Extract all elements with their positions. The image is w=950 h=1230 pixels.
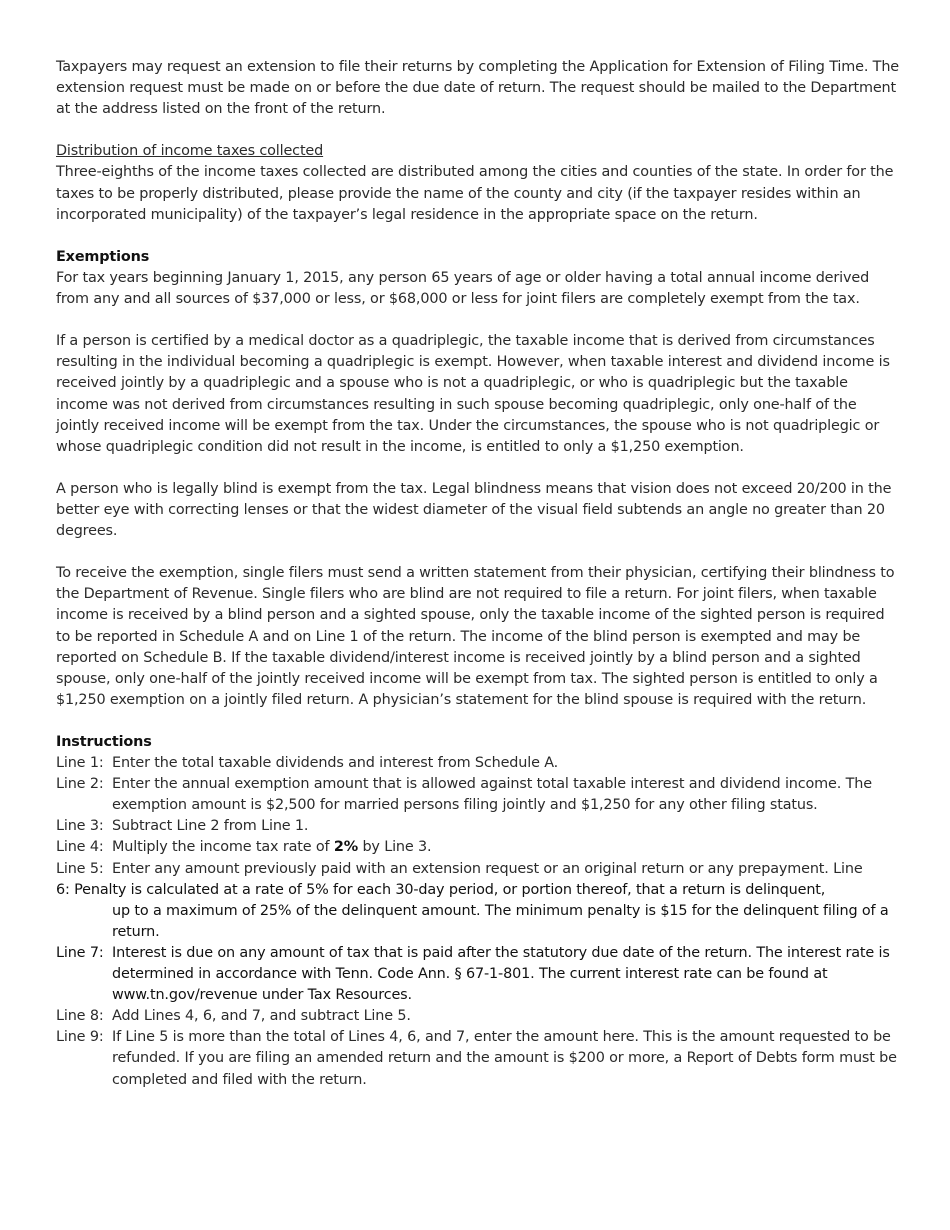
line-4-text-pre: Multiply the income tax rate of (112, 839, 334, 856)
line-7-label: Line 7: (56, 944, 104, 961)
line-8-text: Add Lines 4, 6, and 7, and subtract Line 5. (112, 1008, 411, 1025)
line-6-rest-text: up to a maximum of 25% of the delinquent amount. The minimum penalty is $15 for the delinquent filing of a return. (112, 902, 889, 940)
exemptions-quadriplegic-text: If a person is certified by a medical doctor as a quadriplegic, the taxable income that is derived from circumstances resulting in the individual becoming a quadriplegic is exempt. However, when taxable interest and dividend income is received jointly by a quadriplegic and a spouse who is not a quadriplegic, or who is quadriplegic but the taxable income was not derived from circumstances resulting in such spouse becoming quadriplegic, only one-half of the jointly received income will be exempt from the tax. Under the circumstances, the spouse who is not quadriplegic or whose quadriplegic condition did not result in the income, is entitled to only a $1,250 exemption. (56, 333, 890, 455)
instruction-line-4 (56, 837, 901, 858)
instruction-line-3 (56, 816, 901, 837)
line-2-label: Line 2: (56, 776, 104, 793)
instruction-line-6 (56, 880, 901, 943)
instructions-page (56, 57, 901, 1112)
line-6-first-text: 6: Penalty is calculated at a rate of 5% for each 30-day period, or portion thereof, that a return is delinquent, (56, 881, 826, 898)
blind-exemption-procedure-section (56, 563, 901, 711)
line-5-text: Enter any amount previously paid with an extension request or an original return or any prepayment. Line (112, 860, 863, 877)
exemptions-blind-procedure-text: To receive the exemption, single filers must send a written statement from their physician, certifying their blindness to the Department of Revenue. Single filers who are blind are not required to file a return. For joint filers, when taxable income is received by a blind person and a sighted spouse, only the taxable income of the sighted person is required to be reported in Schedule A and on Line 1 of the return. The income of the blind person is exempted and may be reported on Schedule B. If the taxable dividend/interest income is received jointly by a blind person and a sighted spouse, only one-half of the jointly received income will be exempt from tax. The sighted person is entitled to only a $1,250 exemption on a jointly filed return. A physician’s statement for the blind spouse is required with the return. (56, 565, 895, 708)
instruction-line-8 (56, 1006, 901, 1027)
line-3-label: Line 3: (56, 818, 104, 835)
line-3-text: Subtract Line 2 from Line 1. (112, 818, 309, 835)
line-2-text: Enter the annual exemption amount that is allowed against total taxable interest and dividend income. The exemption amount is $2,500 for married persons filing jointly and $1,250 for any other filing status. (112, 776, 872, 814)
instruction-line-1 (56, 753, 901, 774)
line-8-label: Line 8: (56, 1008, 104, 1025)
instruction-line-7 (56, 943, 901, 1006)
distribution-heading: Distribution of income taxes collected (56, 143, 324, 160)
line-4-label: Line 4: (56, 839, 104, 856)
line-7-text: Interest is due on any amount of tax that is paid after the statutory due date of the return. The interest rate is determined in accordance with Tenn. Code Ann. § 67-1-801. The current interest rate can be found at www.tn.gov/revenue under Tax Resources. (112, 944, 890, 1004)
line-1-label: Line 1: (56, 755, 104, 772)
filing-extension-text: Taxpayers may request an extension to file their returns by completing the Application for Extension of Filing Time. The extension request must be made on or before the due date of return. The request should be mailed to the Department at the address listed on the front of the return. (56, 59, 899, 118)
line-9-text: If Line 5 is more than the total of Lines 4, 6, and 7, enter the amount here. This is the amount requested to be refunded. If you are filing an amended return and the amount is $200 or more, a Report of Debts form must be completed and filed with the return. (112, 1029, 897, 1088)
exemptions-senior-text: For tax years beginning January 1, 2015, any person 65 years of age or older having a total annual income derived from any and all sources of $37,000 or less, or $68,000 or less for joint filers are completely exempt from the tax. (56, 269, 870, 308)
instructions-heading: Instructions (56, 734, 152, 750)
blindness-section (56, 479, 901, 542)
distribution-section (56, 141, 901, 225)
line-1-text: Enter the total taxable dividends and interest from Schedule A. (112, 755, 559, 772)
line-5-label: Line 5: (56, 860, 104, 877)
exemptions-heading: Exemptions (56, 248, 150, 265)
quadriplegic-section (56, 331, 901, 458)
distribution-text: Three-eighths of the income taxes collected are distributed among the cities and counties of the state. In order for the taxes to be properly distributed, please provide the name of the county and city (if the taxpayer resides within an incorporated municipality) of the taxpayer’s legal residence in the appropriate space on the return. (56, 164, 894, 223)
instructions-section (56, 732, 901, 1091)
line-9-label: Line 9: (56, 1029, 104, 1046)
instruction-line-2 (56, 774, 901, 816)
line-4-text-post: by Line 3. (358, 839, 432, 856)
filing-extension-section (56, 57, 901, 120)
instruction-line-5 (56, 859, 901, 880)
exemptions-blindness-text: A person who is legally blind is exempt from the tax. Legal blindness means that vision does not exceed 20/200 in the better eye with correcting lenses or that the widest diameter of the visual field subtends an angle no greater than 20 degrees. (56, 480, 892, 540)
income-tax-rate: 2% (333, 839, 359, 856)
instruction-line-9 (56, 1027, 901, 1090)
exemptions-section (56, 247, 901, 310)
